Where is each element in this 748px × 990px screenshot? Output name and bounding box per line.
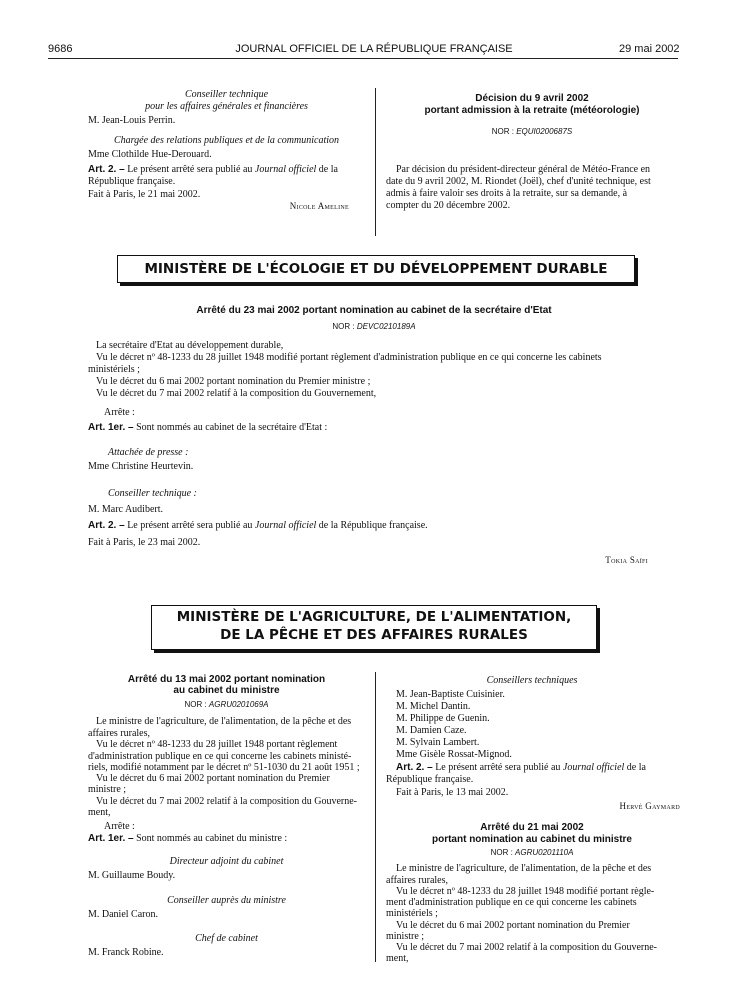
arrete-title: au cabinet du ministre (173, 685, 280, 696)
article-text: République française. (88, 176, 176, 187)
body-line: Vu le décret du 6 mai 2002 portant nomination du Premier ministre ; (96, 376, 371, 387)
arrete-title: Arrêté du 21 mai 2002 (480, 822, 584, 833)
arrete-label: Arrête : (104, 407, 135, 418)
body-line: La secrétaire d'Etat au développement durable, (96, 340, 284, 351)
arrete-label: Arrête : (104, 821, 135, 832)
arrete-title: Arrêté du 23 mai 2002 portant nomination au cabinet de la secrétaire d'Etat (196, 305, 552, 316)
journal-title: JOURNAL OFFICIEL DE LA RÉPUBLIQUE FRANÇAISE (235, 43, 513, 55)
appointee-name: M. Jean-Baptiste Cuisinier. (396, 689, 505, 700)
nor-code: AGRU0201069A (208, 700, 269, 709)
article-text: de la République française. (316, 520, 428, 531)
body-line: affaires rurales, (386, 875, 449, 886)
appointee-name: Mme Gisèle Rossat-Mignod. (396, 749, 512, 760)
article-2 (88, 164, 338, 176)
body-line: Vu le décret du 6 mai 2002 portant nomination du Premier (396, 920, 630, 931)
nor-reference (386, 847, 678, 859)
body-line: ministériels ; (386, 908, 438, 919)
nor-code: DEVC0210189A (356, 322, 416, 331)
body-line: riels, modifié notamment par le décret nº 51-1030 du 21 août 1951 ; (88, 762, 360, 773)
article-1 (88, 422, 327, 434)
body-line: ministre ; (386, 931, 425, 942)
article-text: Le présent arrêté sera publié au (432, 762, 563, 773)
article-text: Sont nommés au cabinet de la secrétaire d'Etat : (133, 422, 328, 433)
body-line: d'administration publique en ce qui concerne les cabinets ministé- (88, 751, 352, 762)
body-line: Le ministre de l'agriculture, de l'alimentation, de la pêche et des (96, 716, 352, 727)
nor-label: NOR : (491, 127, 517, 136)
article-2 (88, 520, 428, 532)
appointee-name: M. Philippe de Guenin. (396, 713, 490, 724)
fait-a-paris: Fait à Paris, le 13 mai 2002. (396, 787, 509, 798)
role-title: Directeur adjoint du cabinet (169, 856, 284, 867)
article-text: Le présent arrêté sera publié au (124, 164, 255, 175)
article-label: Art. 2. – (88, 164, 125, 175)
decision-body-line: Par décision du président-directeur général de Météo-France en (396, 164, 651, 175)
nor-code: AGRU0201110A (515, 848, 574, 857)
article-label: Art. 1er. – (88, 833, 134, 844)
journal-reference: Journal officiel (562, 762, 625, 773)
appointee-name: Mme Clothilde Hue-Derouard. (88, 149, 212, 160)
decision-title: Décision du 9 avril 2002 (475, 93, 589, 104)
role-title: Attachée de presse : (108, 447, 189, 458)
header-rule (48, 58, 678, 59)
column-rule (375, 88, 376, 236)
decision-body-line: compter du 20 décembre 2002. (386, 200, 511, 211)
article-text: Le présent arrêté sera publié au (124, 520, 255, 531)
body-line: Le ministre de l'agriculture, de l'alimentation, de la pêche et des (396, 863, 652, 874)
role-title: Chef de cabinet (195, 933, 258, 944)
arrete-title: Arrêté du 13 mai 2002 portant nomination (127, 674, 326, 685)
nor-label: NOR : (184, 700, 209, 709)
signature: Tokia Saïfi (605, 555, 648, 565)
signature: Nicole Ameline (289, 201, 349, 211)
role-title: pour les affaires générales et financières (145, 101, 308, 112)
body-line: affaires rurales, (88, 728, 151, 739)
appointee-name: Mme Christine Heurtevin. (88, 461, 194, 472)
role-title: Conseiller technique : (108, 488, 197, 499)
column-rule (375, 672, 376, 962)
role-title: Conseiller auprès du ministre (167, 895, 286, 906)
page-number: 9686 (48, 43, 73, 55)
nor-label: NOR : (332, 322, 357, 331)
nor-reference (386, 126, 678, 138)
decision-body-line: date du 9 avril 2002, M. Riondet (Joël), chef d'unité technique, est (386, 176, 651, 187)
article-1 (88, 833, 287, 845)
body-line: Vu le décret du 7 mai 2002 relatif à la composition du Gouvernement, (96, 388, 377, 399)
body-line: ministériels ; (88, 364, 140, 375)
appointee-name: M. Damien Caze. (396, 725, 467, 736)
appointee-name: M. Guillaume Boudy. (88, 870, 176, 881)
body-line: Vu le décret du 7 mai 2002 relatif à la composition du Gouverne- (96, 796, 357, 807)
body-line: Vu le décret du 7 mai 2002 relatif à la composition du Gouverne- (396, 942, 657, 953)
decision-title: portant admission à la retraite (météorologie) (424, 105, 640, 116)
article-text: République française. (386, 774, 474, 785)
article-label: Art. 1er. – (88, 422, 134, 433)
appointee-name: M. Michel Dantin. (396, 701, 471, 712)
appointee-name: M. Franck Robine. (88, 947, 164, 958)
journal-reference: Journal officiel (254, 164, 317, 175)
article-text: de la (316, 164, 338, 175)
ministry-title-line: MINISTÈRE DE L'AGRICULTURE, DE L'ALIMENTATION, (176, 609, 572, 625)
body-line: Vu le décret du 6 mai 2002 portant nomination du Premier (96, 773, 330, 784)
nor-reference (0, 321, 748, 333)
appointee-name: M. Jean-Louis Perrin. (88, 115, 176, 126)
appointee-name: M. Sylvain Lambert. (396, 737, 480, 748)
article-2 (396, 762, 646, 774)
fait-a-paris: Fait à Paris, le 21 mai 2002. (88, 189, 201, 200)
appointee-name: M. Marc Audibert. (88, 504, 163, 515)
body-line: ment, (88, 807, 111, 818)
decision-body-line: admis à faire valoir ses droits à la retraite, sur sa demande, à (386, 188, 628, 199)
journal-reference: Journal officiel (254, 520, 317, 531)
role-title: Conseillers techniques (486, 675, 578, 686)
body-line: ment d'administration publique en ce qui concerne les cabinets (386, 897, 637, 908)
body-line: Vu le décret nº 48-1233 du 28 juillet 1948 portant règlement (96, 739, 338, 750)
body-line: Vu le décret nº 48-1233 du 28 juillet 1948 modifié portant règle- (396, 886, 655, 897)
article-label: Art. 2. – (396, 762, 433, 773)
ministry-title-line: DE LA PÊCHE ET DES AFFAIRES RURALES (220, 627, 528, 643)
nor-code: EQUI0200687S (516, 127, 573, 136)
ministry-ecologie-title: MINISTÈRE DE L'ÉCOLOGIE ET DU DÉVELOPPEMENT DURABLE (117, 255, 635, 283)
body-line: ministre ; (88, 784, 127, 795)
header-date: 29 mai 2002 (619, 43, 680, 55)
role-title: Chargée des relations publiques et de la communication (113, 135, 340, 146)
article-text: de la (624, 762, 646, 773)
ministry-agriculture-title (151, 605, 597, 650)
nor-reference (88, 699, 365, 711)
body-line: ment, (386, 953, 409, 964)
body-line: Vu le décret nº 48-1233 du 28 juillet 1948 modifié portant règlement d'administration publique en ce qui concerne les cabinets (96, 352, 602, 363)
nor-label: NOR : (490, 848, 516, 857)
appointee-name: M. Daniel Caron. (88, 909, 158, 920)
signature: Hervé Gaymard (619, 801, 680, 811)
arrete-title: portant nomination au cabinet du ministre (431, 834, 632, 845)
role-title: Conseiller technique (184, 89, 269, 100)
article-label: Art. 2. – (88, 520, 125, 531)
fait-a-paris: Fait à Paris, le 23 mai 2002. (88, 537, 201, 548)
article-text: Sont nommés au cabinet du ministre : (133, 833, 288, 844)
